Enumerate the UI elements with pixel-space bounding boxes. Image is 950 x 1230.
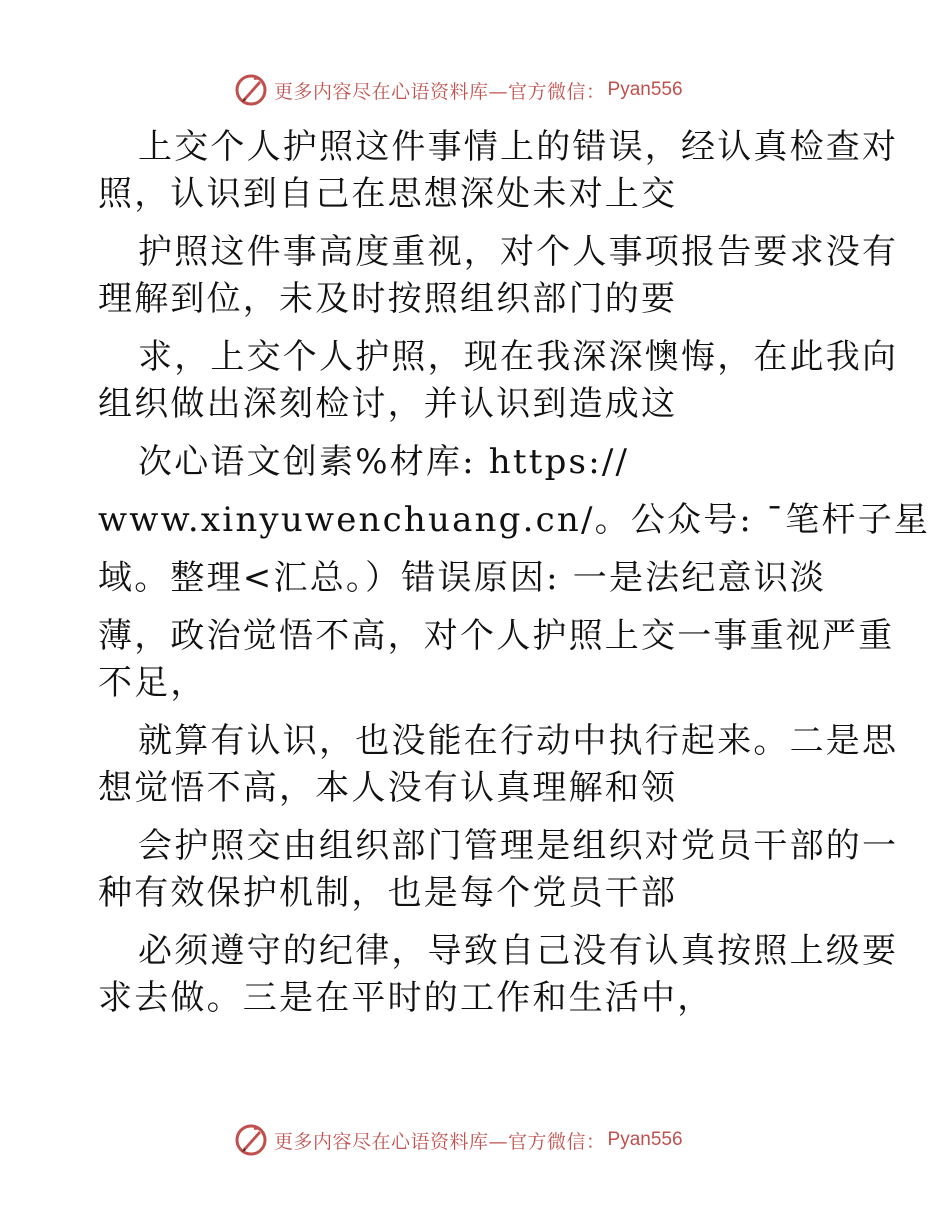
text-line: 想觉悟不高，本人没有认真理解和领 — [98, 768, 678, 808]
text-line: 域。整理<汇总。）错误原因: 一是法纪意识淡 — [98, 558, 827, 598]
header-wechat-id: Pyan556 — [607, 79, 683, 100]
text-line: 照，认识到自己在思想深处未对上交 — [98, 174, 678, 214]
text-line: www.xinyuwenchuang.cn/。公众号: ¯笔杆子星 — [98, 500, 931, 540]
text-line: 就算有认识，也没能在行动中执行起来。二是思 — [138, 721, 899, 761]
header-banner-text: 更多内容尽在心语资料库—官方微信： — [274, 80, 606, 103]
text-line: 种有效保护机制，也是每个党员干部 — [98, 873, 678, 913]
text-line: 组织做出深刻检讨，并认识到造成这 — [98, 384, 678, 424]
quill-pen-logo-icon — [234, 73, 268, 107]
footer-wechat-id: Pyan556 — [607, 1129, 683, 1150]
footer-banner — [234, 1120, 683, 1160]
text-line: 护照这件事高度重视，对个人事项报告要求没有 — [138, 232, 899, 272]
text-line: 薄，政治觉悟不高，对个人护照上交一事重视严重 — [98, 616, 895, 656]
text-line: 求去做。三是在平时的工作和生活中， — [98, 978, 714, 1018]
text-line: 会护照交由组织部门管理是组织对党员干部的一 — [138, 826, 899, 866]
document-body — [98, 124, 931, 1022]
text-line: 理解到位，未及时按照组织部门的要 — [98, 279, 678, 319]
text-line: 必须遵守的纪律，导致自己没有认真按照上级要 — [138, 931, 899, 971]
text-line: 求，上交个人护照，现在我深深懊悔，在此我向 — [138, 337, 899, 377]
text-line: 次心语文创素%材库: https:// — [138, 442, 630, 482]
quill-pen-logo-icon — [234, 1123, 268, 1157]
footer-banner-text: 更多内容尽在心语资料库—官方微信： — [274, 1130, 606, 1153]
header-banner — [234, 70, 683, 110]
text-line: 上交个人护照这件事情上的错误，经认真检查对 — [138, 127, 899, 167]
text-line: 不足， — [98, 663, 207, 703]
